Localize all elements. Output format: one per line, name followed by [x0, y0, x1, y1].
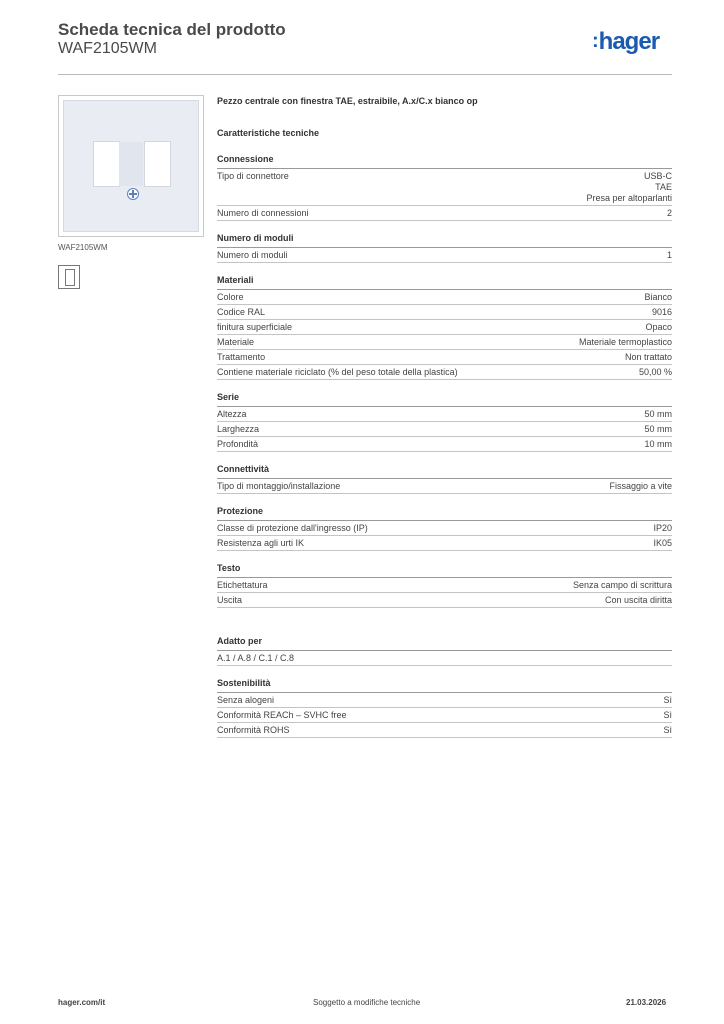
hager-logo: [592, 28, 659, 56]
logo-dots-icon: :: [592, 30, 598, 52]
section-heading: Sostenibilità: [217, 678, 672, 693]
spec-section: [217, 464, 672, 494]
screw-icon: [127, 188, 139, 200]
spec-label: Numero di connessioni: [217, 208, 309, 218]
spec-value: 50,00 %: [638, 367, 672, 377]
spec-row: [217, 407, 672, 422]
spec-section: [217, 506, 672, 551]
spec-section: [217, 392, 672, 452]
spec-value: 1: [666, 250, 672, 260]
spec-value: Materiale termoplastico: [578, 337, 672, 347]
spec-value: Sì: [663, 695, 672, 705]
spec-value: 50 mm: [644, 424, 672, 434]
spec-value: 9016: [651, 307, 672, 317]
spec-row: [217, 248, 672, 263]
spec-row: [217, 651, 672, 666]
spec-value: IK05: [653, 538, 672, 548]
spec-value: Opaco: [645, 322, 672, 332]
spec-value: Bianco: [644, 292, 672, 302]
image-caption: WAF2105WM: [58, 243, 108, 252]
spec-row: [217, 708, 672, 723]
product-code: WAF2105WM: [58, 40, 157, 57]
section-heading: Testo: [217, 563, 672, 578]
spec-row: [217, 206, 672, 221]
characteristics-title: Caratteristiche tecniche: [217, 128, 320, 138]
spec-value: Fissaggio a vite: [609, 481, 672, 491]
spec-value: Con uscita diritta: [604, 595, 672, 605]
spec-table: [217, 96, 672, 738]
spec-row: [217, 305, 672, 320]
spec-section: [217, 636, 672, 666]
tae-window-left: [93, 141, 120, 187]
spec-row: [217, 536, 672, 551]
spec-label: Larghezza: [217, 424, 260, 434]
module-thumbnail-icon: [58, 265, 80, 289]
spec-row: [217, 521, 672, 536]
section-heading: Connessione: [217, 154, 672, 169]
section-heading: Adatto per: [217, 636, 672, 651]
spec-row: [217, 593, 672, 608]
spec-label: Codice RAL: [217, 307, 266, 317]
footer-note: Soggetto a modifiche tecniche: [313, 998, 421, 1007]
spec-label: Resistenza agli urti IK: [217, 538, 305, 548]
plate-center: [119, 142, 143, 186]
footer-url: hager.com/it: [58, 998, 106, 1007]
cover-plate: [63, 100, 199, 232]
spec-value: Sì: [663, 710, 672, 720]
spec-row: [217, 365, 672, 380]
spec-section: [217, 233, 672, 263]
spec-label: Senza alogeni: [217, 695, 275, 705]
spec-label: Profondità: [217, 439, 259, 449]
section-heading: Protezione: [217, 506, 672, 521]
spec-row: [217, 578, 672, 593]
tae-window-right: [144, 141, 171, 187]
footer-date: 21.03.2026: [626, 998, 667, 1007]
spec-label: Conformità REACh – SVHC free: [217, 710, 347, 720]
spec-value: Non trattato: [624, 352, 672, 362]
spec-label: Etichettatura: [217, 580, 268, 590]
product-description: Pezzo centrale con finestra TAE, estraibile, A.x/C.x bianco op: [217, 96, 478, 106]
spec-section: [217, 563, 672, 608]
section-heading: Materiali: [217, 275, 672, 290]
spec-section: [217, 275, 672, 380]
section-heading: Connettività: [217, 464, 672, 479]
spec-value: Sì: [663, 725, 672, 735]
spec-section: [217, 678, 672, 738]
spec-label: Tipo di montaggio/installazione: [217, 481, 341, 491]
header-divider: [58, 74, 672, 75]
spec-row: [217, 479, 672, 494]
logo-text: hager: [598, 28, 660, 55]
spec-label: Numero di moduli: [217, 250, 288, 260]
spec-value: 10 mm: [644, 439, 672, 449]
spec-row: [217, 350, 672, 365]
spec-value: 2: [666, 208, 672, 218]
spec-label: finitura superficiale: [217, 322, 293, 332]
section-heading: Numero di moduli: [217, 233, 672, 248]
spec-sections: [217, 154, 672, 738]
spec-row: [217, 290, 672, 305]
spec-section: [217, 154, 672, 221]
spec-label: Uscita: [217, 595, 243, 605]
spec-value: Senza campo di scrittura: [572, 580, 672, 590]
section-heading: Serie: [217, 392, 672, 407]
spec-row: [217, 693, 672, 708]
product-image: [58, 95, 204, 237]
spec-value: IP20: [653, 523, 672, 533]
spec-label: Conformità ROHS: [217, 725, 290, 735]
spec-row: [217, 723, 672, 738]
spec-label: Trattamento: [217, 352, 266, 362]
page-title: Scheda tecnica del prodotto: [58, 20, 286, 39]
spec-row: [217, 335, 672, 350]
spec-label: Classe di protezione dall'ingresso (IP): [217, 523, 368, 533]
spec-label: Altezza: [217, 409, 247, 419]
spec-value: USB-C TAE Presa per altoparlanti: [586, 171, 672, 203]
spec-value: 50 mm: [644, 409, 672, 419]
spec-label: Contiene materiale riciclato (% del peso totale della plastica): [217, 367, 458, 377]
spec-label: Materiale: [217, 337, 255, 347]
spec-label: Colore: [217, 292, 244, 302]
spec-label: A.1 / A.8 / C.1 / C.8: [217, 653, 295, 663]
spec-row: [217, 437, 672, 452]
spec-row: [217, 422, 672, 437]
spec-label: Tipo di connettore: [217, 171, 289, 181]
spec-row: [217, 320, 672, 335]
spec-row: [217, 169, 672, 206]
